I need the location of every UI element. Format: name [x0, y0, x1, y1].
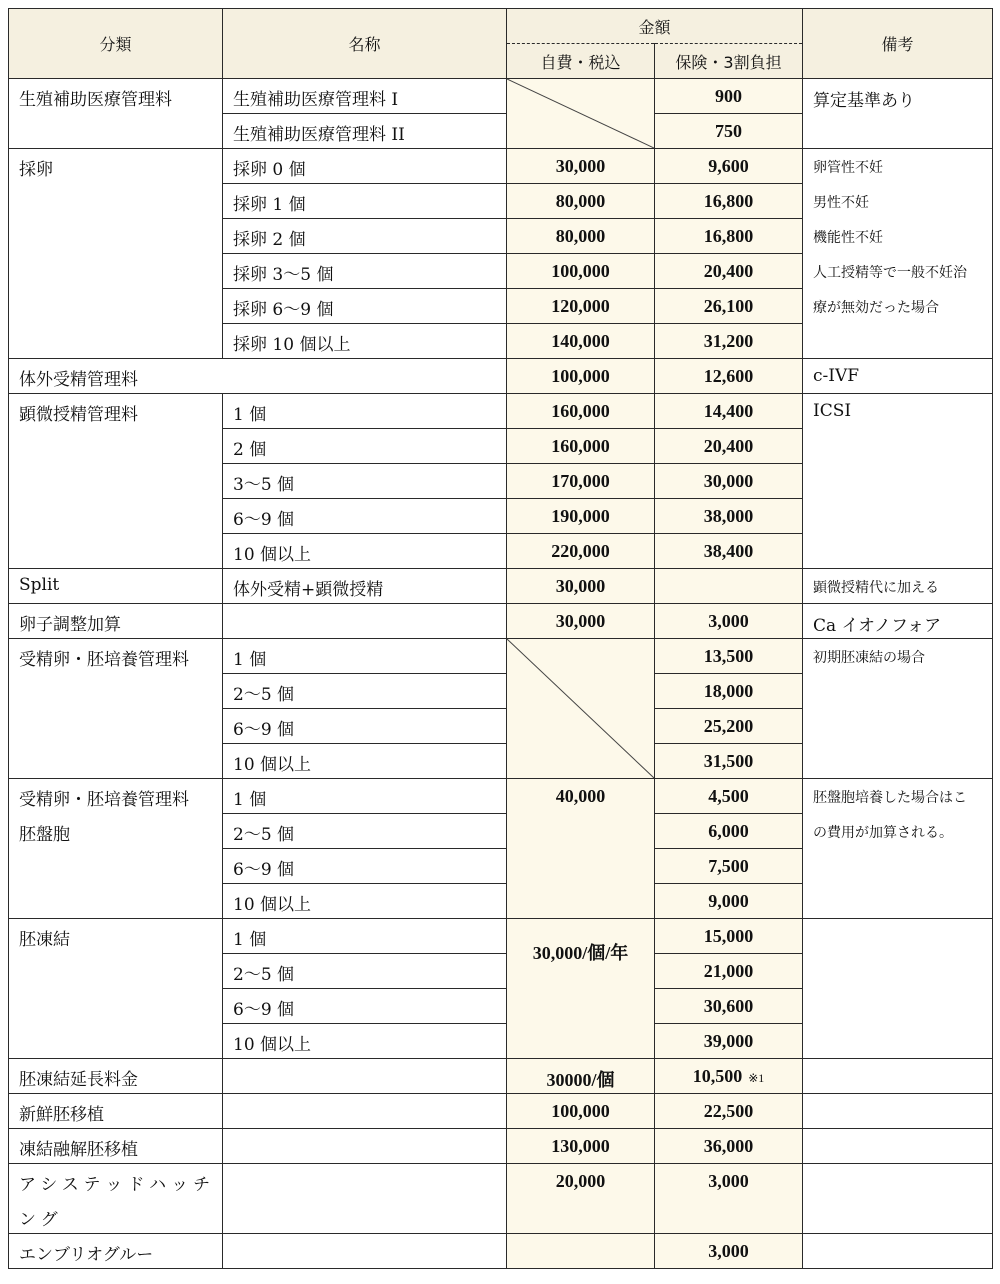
fee-table-container: [8, 8, 993, 1269]
category-cell: [9, 1164, 223, 1234]
self-pay-cell: 120,000: [507, 289, 655, 324]
category-line: 受精卵・胚培養管理料: [19, 790, 189, 810]
name-cell: 6〜9 個: [223, 709, 507, 744]
note-cell: 初期胚凍結の場合: [803, 639, 993, 779]
name-cell: 生殖補助医療管理料 I: [223, 79, 507, 114]
name-cell: 3〜5 個: [223, 464, 507, 499]
insurance-cell: 39,000: [655, 1024, 803, 1059]
name-cell: 10 個以上: [223, 744, 507, 779]
note-line: 人工授精等で一般不妊治: [813, 265, 968, 281]
insurance-cell: 21,000: [655, 954, 803, 989]
insurance-cell: 30,000: [655, 464, 803, 499]
self-pay-cell: 220,000: [507, 534, 655, 569]
self-pay-cell: 20,000: [507, 1164, 655, 1234]
insurance-cell: 14,400: [655, 394, 803, 429]
insurance-cell: [655, 569, 803, 604]
insurance-cell: 13,500: [655, 639, 803, 674]
empty-diagonal-cell: [507, 639, 655, 779]
header-name: 名称: [223, 9, 507, 79]
name-cell: 2〜5 個: [223, 674, 507, 709]
note-cell: Ca イオノフォア: [803, 604, 993, 639]
insurance-cell: 7,500: [655, 849, 803, 884]
name-cell: 採卵 10 個以上: [223, 324, 507, 359]
self-pay-cell: 100,000: [507, 1094, 655, 1129]
insurance-cell: [655, 1059, 803, 1094]
insurance-cell: 3,000: [655, 604, 803, 639]
note-cell: [803, 1059, 993, 1094]
table-row: [9, 359, 993, 394]
table-row: [9, 604, 993, 639]
name-cell: [223, 604, 507, 639]
category-cell: 凍結融解胚移植: [9, 1129, 223, 1164]
insurance-cell: 36,000: [655, 1129, 803, 1164]
note-cell: [803, 1094, 993, 1129]
name-cell: [223, 1164, 507, 1234]
insurance-cell: 15,000: [655, 919, 803, 954]
insurance-cell: 6,000: [655, 814, 803, 849]
insurance-cell: 9,600: [655, 149, 803, 184]
insurance-value: 10,500: [692, 1066, 743, 1086]
note-cell: [803, 149, 993, 359]
name-cell: 体外受精+顕微授精: [223, 569, 507, 604]
name-cell: 6〜9 個: [223, 849, 507, 884]
self-pay-cell: 30,000: [507, 149, 655, 184]
category-cell: 生殖補助医療管理料: [9, 79, 223, 149]
self-pay-cell: 140,000: [507, 324, 655, 359]
footnote-mark: ※1: [748, 1071, 765, 1085]
table-row: [9, 1234, 993, 1269]
header-amount: 金額: [507, 9, 803, 44]
note-cell: [803, 1129, 993, 1164]
category-cell: 顕微授精管理料: [9, 394, 223, 569]
note-line: の費用が加算される。: [813, 825, 954, 841]
table-row: [9, 639, 993, 674]
insurance-cell: 26,100: [655, 289, 803, 324]
name-cell: 採卵 6〜9 個: [223, 289, 507, 324]
insurance-cell: 22,500: [655, 1094, 803, 1129]
table-row: [9, 569, 993, 604]
insurance-cell: 12,600: [655, 359, 803, 394]
name-cell: 2 個: [223, 429, 507, 464]
self-pay-cell: 80,000: [507, 219, 655, 254]
name-cell: 1 個: [223, 779, 507, 814]
name-cell: 1 個: [223, 394, 507, 429]
self-pay-cell: 100,000: [507, 254, 655, 289]
diagonal-line: [507, 639, 654, 778]
self-pay-cell: 190,000: [507, 499, 655, 534]
name-cell: 2〜5 個: [223, 814, 507, 849]
name-cell: [223, 1129, 507, 1164]
insurance-cell: 38,400: [655, 534, 803, 569]
note-cell: [803, 919, 993, 1059]
note-line: 男性不妊: [813, 195, 870, 211]
insurance-cell: 20,400: [655, 254, 803, 289]
note-line: 療が無効だった場合: [813, 300, 940, 316]
header-insurance: 保険・3割負担: [655, 44, 803, 79]
self-pay-cell: 30,000: [507, 604, 655, 639]
name-cell: 6〜9 個: [223, 499, 507, 534]
note-line: 卵管性不妊: [813, 160, 884, 176]
name-cell: 1 個: [223, 919, 507, 954]
self-pay-cell: 130,000: [507, 1129, 655, 1164]
insurance-cell: 20,400: [655, 429, 803, 464]
self-pay-cell: 160,000: [507, 429, 655, 464]
table-row: [9, 79, 993, 114]
note-cell: [803, 1234, 993, 1269]
insurance-cell: 16,800: [655, 184, 803, 219]
table-row: [9, 149, 993, 184]
note-cell: 顕微授精代に加える: [803, 569, 993, 604]
name-cell: 10 個以上: [223, 534, 507, 569]
category-cell: 受精卵・胚培養管理料: [9, 639, 223, 779]
self-pay-cell: 100,000: [507, 359, 655, 394]
name-cell: 採卵 3〜5 個: [223, 254, 507, 289]
note-cell: c-IVF: [803, 359, 993, 394]
note-cell: ICSI: [803, 394, 993, 569]
empty-diagonal-cell: [507, 79, 655, 149]
category-cell: 卵子調整加算: [9, 604, 223, 639]
name-cell: 10 個以上: [223, 884, 507, 919]
category-cell: エンブリオグルー: [9, 1234, 223, 1269]
insurance-cell: 31,500: [655, 744, 803, 779]
name-cell: 10 個以上: [223, 1024, 507, 1059]
category-cell: Split: [9, 569, 223, 604]
insurance-cell: 9,000: [655, 884, 803, 919]
self-pay-cell: 30,000: [507, 569, 655, 604]
note-line: 機能性不妊: [813, 230, 884, 246]
insurance-cell: 18,000: [655, 674, 803, 709]
table-row: [9, 394, 993, 429]
self-pay-cell: 160,000: [507, 394, 655, 429]
name-cell: 採卵 1 個: [223, 184, 507, 219]
table-row: [9, 779, 993, 814]
note-cell: [803, 779, 993, 919]
diagonal-line: [507, 79, 654, 148]
self-pay-cell: 30,000/個/年: [507, 919, 655, 1059]
self-pay-cell: [507, 1234, 655, 1269]
name-cell: 6〜9 個: [223, 989, 507, 1024]
table-row: [9, 1164, 993, 1234]
insurance-cell: 4,500: [655, 779, 803, 814]
name-cell: 2〜5 個: [223, 954, 507, 989]
table-row: [9, 919, 993, 954]
category-cell: 新鮮胚移植: [9, 1094, 223, 1129]
insurance-cell: 3,000: [655, 1234, 803, 1269]
header-self-pay: 自費・税込: [507, 44, 655, 79]
note-cell: [803, 1164, 993, 1234]
name-cell: [223, 1234, 507, 1269]
category-cell: [9, 779, 223, 919]
note-line: 胚盤胞培養した場合はこ: [813, 790, 968, 806]
header-category: 分類: [9, 9, 223, 79]
category-line: アシステッドハッチ: [19, 1175, 216, 1195]
header-notes: 備考: [803, 9, 993, 79]
name-cell: [223, 1094, 507, 1129]
self-pay-cell: 40,000: [507, 779, 655, 919]
insurance-cell: 3,000: [655, 1164, 803, 1234]
category-cell: 採卵: [9, 149, 223, 359]
insurance-cell: 31,200: [655, 324, 803, 359]
name-cell: 採卵 2 個: [223, 219, 507, 254]
insurance-cell: 750: [655, 114, 803, 149]
name-cell: 1 個: [223, 639, 507, 674]
category-line: 胚盤胞: [19, 825, 70, 845]
self-pay-cell: 170,000: [507, 464, 655, 499]
table-row: [9, 1059, 993, 1094]
note-cell: 算定基準あり: [803, 79, 993, 149]
insurance-cell: 25,200: [655, 709, 803, 744]
name-cell: [223, 1059, 507, 1094]
category-cell: 胚凍結: [9, 919, 223, 1059]
insurance-cell: 38,000: [655, 499, 803, 534]
name-cell: 生殖補助医療管理料 II: [223, 114, 507, 149]
table-row: [9, 1129, 993, 1164]
category-cell: 胚凍結延長料金: [9, 1059, 223, 1094]
category-cell: 体外受精管理料: [9, 359, 507, 394]
insurance-cell: 900: [655, 79, 803, 114]
table-row: [9, 1094, 993, 1129]
fee-table: [8, 8, 993, 1269]
insurance-cell: 16,800: [655, 219, 803, 254]
name-cell: 採卵 0 個: [223, 149, 507, 184]
category-line: ング: [19, 1210, 63, 1230]
insurance-cell: 30,600: [655, 989, 803, 1024]
self-pay-cell: 30000/個: [507, 1059, 655, 1094]
self-pay-cell: 80,000: [507, 184, 655, 219]
